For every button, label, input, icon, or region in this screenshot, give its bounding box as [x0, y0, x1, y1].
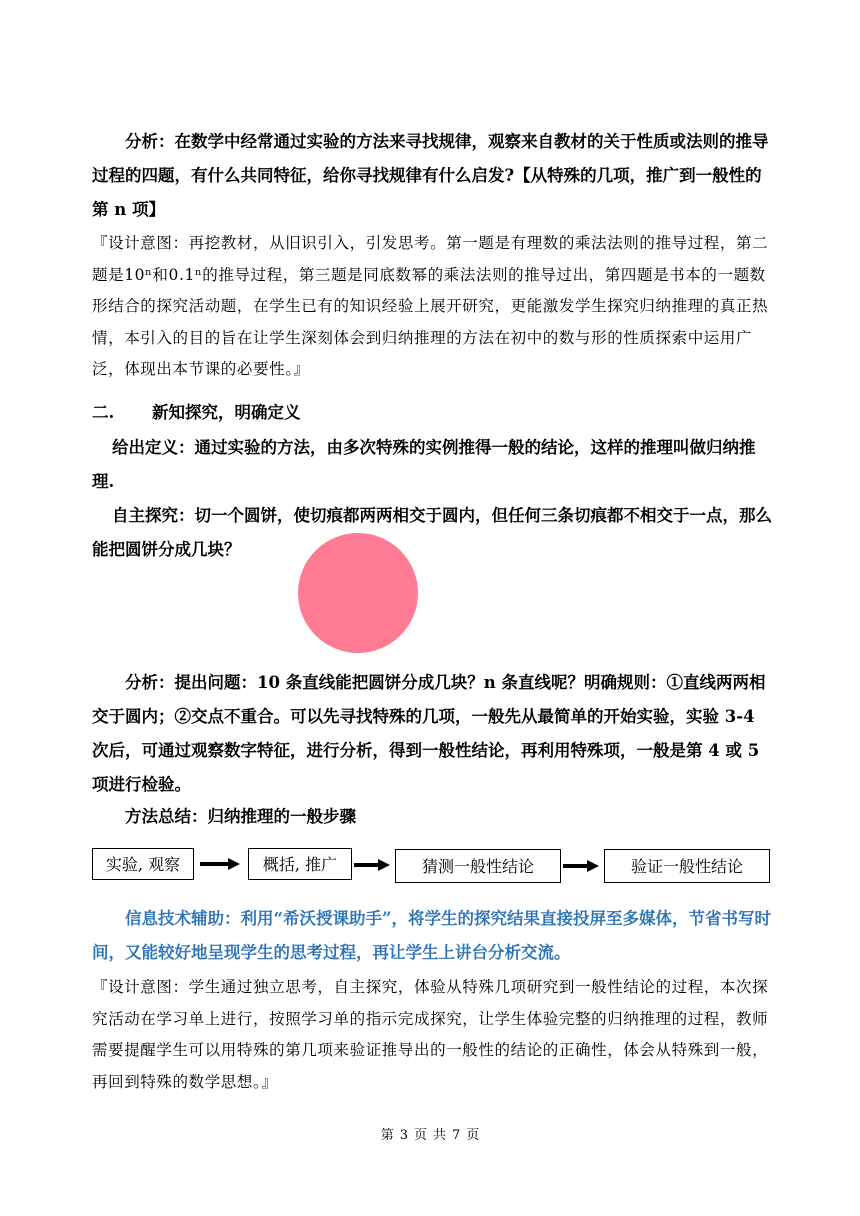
analysis-paragraph-1: 分析：在数学中经常通过实验的方法来寻找规律，观察来自教材的关于性质或法则的推导过程的四题，有什么共同特征，给你寻找规律有什么启发?【从特殊的几项，推广到一般性的第 n 项】 [92, 132, 769, 219]
section-heading [92, 398, 301, 428]
footer-text-ye-2: 页 [466, 1128, 480, 1143]
flow-step-3: 猜测一般性结论 [395, 849, 561, 883]
flow-step-2: 概括, 推广 [248, 848, 352, 880]
explore-paragraph: 自主探究：切一个圆饼，使切痕都两两相交于圆内，但任何三条切痕都不相交于一点，那么能把圆饼分成几块？ [92, 506, 772, 559]
page-footer [0, 1124, 860, 1143]
flow-step-1: 实验, 观察 [92, 848, 194, 880]
flow-step-4: 验证一般性结论 [604, 849, 770, 883]
design-intent-2: 『设计意图：学生通过独立思考，自主探究，体验从特殊几项研究到一般性结论的过程，本次探究活动在学习单上进行，按照学习单的指示完成探究，让学生体验完整的归纳推理的过程，教师需要提醒学生可以用特殊的第几项来验证推导出的一般性的结论的正确性，体会从特殊到一般，再回到特殊的数学思想。』 [92, 978, 769, 1091]
flow-arrow-3-icon [563, 858, 601, 874]
flow-arrow-2-icon [354, 857, 392, 873]
flow-arrow-1-icon [200, 856, 242, 872]
footer-text-gong: 共 [433, 1128, 447, 1143]
footer-text-ye: 页 [413, 1128, 427, 1143]
definition-paragraph: 给出定义：通过实验的方法，由多次特殊的实例推得一般的结论，这样的推理叫做归纳推理. [92, 438, 756, 491]
round-cake-circle [298, 533, 418, 653]
footer-text-di: 第 [380, 1128, 394, 1143]
it-support-paragraph: 信息技术辅助：利用“希沃授课助手”，将学生的探究结果直接投屏至多媒体，节省书写时间，又能较好地呈现学生的思考过程，再让学生上讲台分析交流。 [92, 909, 771, 962]
section-number: 二. [92, 403, 115, 422]
footer-total-pages: 7 [452, 1128, 461, 1143]
analysis-paragraph-2: 分析：提出问题：10 条直线能把圆饼分成几块？n 条直线呢？明确规则：①直线两两相交于圆内；②交点不重合。可以先寻找特殊的几项，一般先从最简单的开始实验，实验 3-4 次后，可通过观察数字特征，进行分析，得到一般性结论，再利用特殊项，一般是第 4 或 5 项进行检验。 [92, 673, 766, 794]
section-title-text: 新知探究，明确定义 [152, 403, 301, 422]
design-intent-1: 『设计意图：再挖教材，从旧识引入，引发思考。第一题是有理数的乘法法则的推导过程，第二题是10ⁿ和0.1ⁿ的推导过程，第三题是同底数幂的乘法法则的推导过出，第四题是书本的一题数形结合的探究活动题，在学生已有的知识经验上展开研究，更能激发学生探究归纳推理的真正热情，本引入的目的旨在让学生深刻体会到归纳推理的方法在初中的数与形的性质探索中运用广泛，体现出本节课的必要性。』 [92, 234, 769, 378]
method-summary: 方法总结：归纳推理的一般步骤 [125, 807, 356, 826]
footer-page-number: 3 [399, 1128, 408, 1143]
